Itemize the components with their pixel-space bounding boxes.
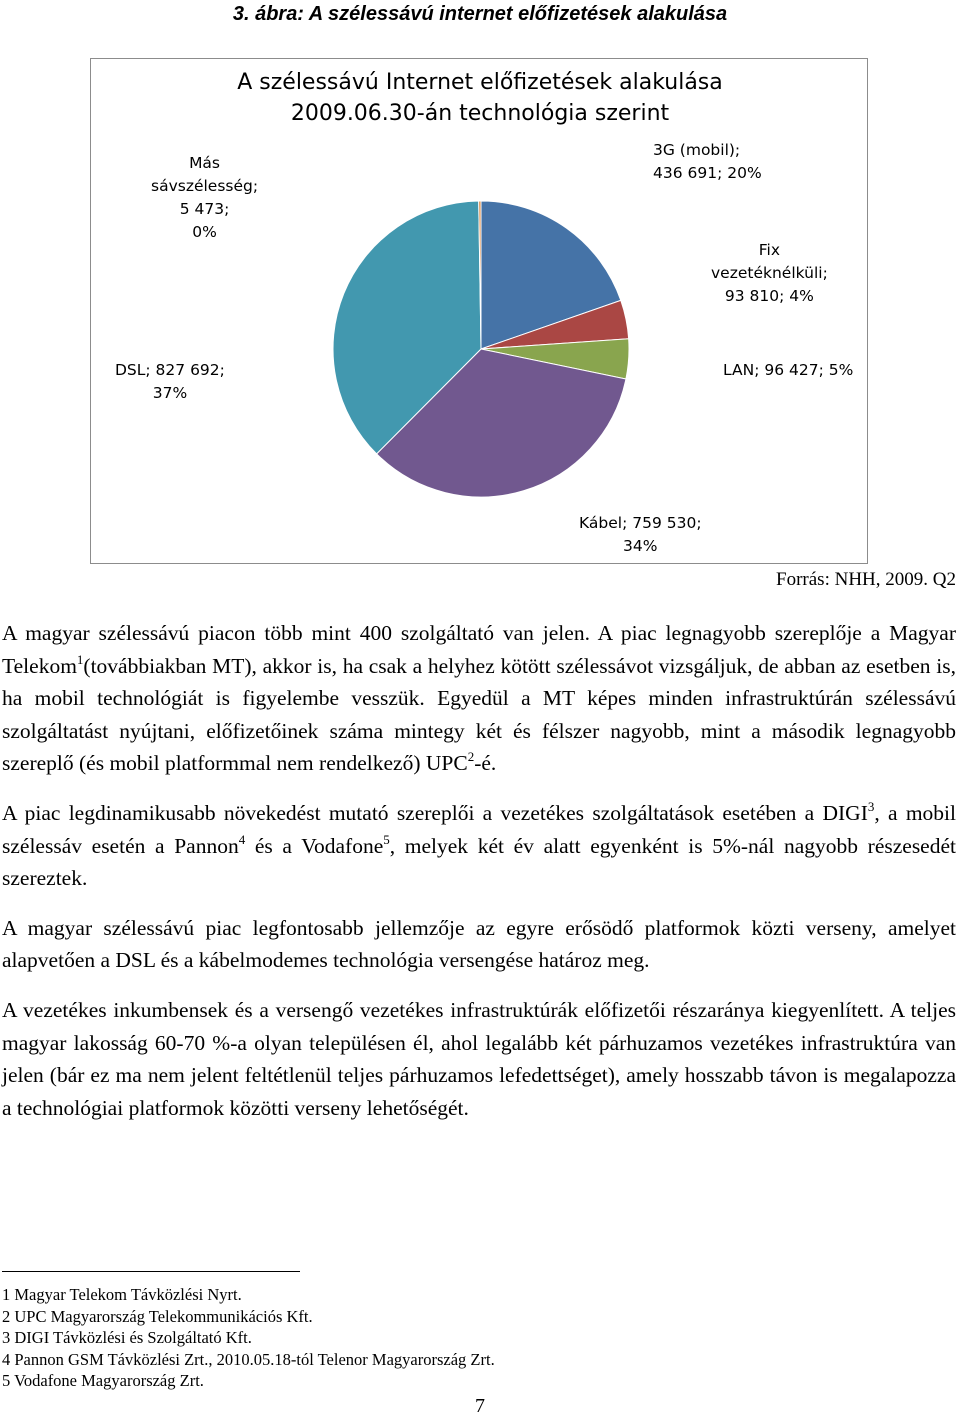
paragraph-text: , melyek két év alatt egyenként is 5%-nál nagyobb részesedét szereztek. bbox=[2, 833, 956, 891]
pie-chart bbox=[90, 58, 868, 564]
paragraph-text: A magyar szélessávú piac legfontosabb jellemzője az egyre erősödő platformok közti verseny, amelyet alapvetően a DSL és a kábelmodemes technológia versengése határoz meg. bbox=[2, 915, 956, 973]
footnote-3: 3 DIGI Távközlési és Szolgáltató Kft. bbox=[2, 1328, 252, 1348]
pie-chart-plot bbox=[91, 59, 867, 563]
paragraph bbox=[2, 994, 956, 1124]
slice-label-dsl: DSL; 827 692; 37% bbox=[115, 361, 225, 402]
paragraph-text: -é. bbox=[474, 751, 497, 776]
paragraph-text: és a Vodafone bbox=[245, 833, 384, 858]
paragraph-text: , a mobil szélessáv esetén a Pannon bbox=[2, 800, 956, 858]
slice-label-fix-wireless: Fix vezetéknélküli; 93 810; 4% bbox=[711, 241, 828, 305]
footnote-ref: 4 bbox=[238, 831, 246, 847]
paragraph bbox=[2, 617, 956, 780]
paragraph-text: (továbbiakban MT), akkor is, ha csak a helyhez kötött szélessávot vizsgáljuk, de abban az esetben is, ha mobil technológiát is figyelembe vesszük. Egyedül a MT képes minden infrastruktúrán szélessávú szolgáltatást nyújtani, előfizetőinek száma mintegy két és félszer nagyobb, mint a második legnagyobb szereplő (és mobil platformmal nem rendelkező) UPC bbox=[2, 653, 956, 776]
footnote-4: 4 Pannon GSM Távközlési Zrt., 2010.05.18-tól Telenor Magyarország Zrt. bbox=[2, 1349, 495, 1369]
chart-title-line-1: A szélessávú Internet előfizetések alakulása bbox=[237, 70, 723, 95]
footnote-2: 2 UPC Magyarország Telekommunikációs Kft. bbox=[2, 1306, 313, 1326]
page-number: 7 bbox=[475, 1395, 485, 1417]
slice-label-cable: Kábel; 759 530; 34% bbox=[579, 514, 702, 555]
footnote-ref: 5 bbox=[383, 831, 390, 847]
slice-label-lan: LAN; 96 427; 5% bbox=[723, 361, 854, 379]
footnote-1: 1 Magyar Telekom Távközlési Nyrt. bbox=[2, 1285, 242, 1304]
footnote-ref: 2 bbox=[467, 749, 475, 765]
slice-label-3g: 3G (mobil); 436 691; 20% bbox=[653, 141, 762, 182]
paragraph bbox=[2, 912, 956, 977]
paragraph-text: A vezetékes inkumbensek és a versengő vezetékes infrastruktúrák előfizetői részaránya kiegyenlített. A teljes magyar lakosság 60-70 %-a olyan településen él, ahol legalább két párhuzamos vezetékes infrastruktúra van jelen (bár ez ma nem jelent feltétlenül teljes párhuzamos lefedettséget), amely hosszabb távon is megalapozza a technológiai platformok közötti verseny lehetőségét. bbox=[2, 997, 956, 1120]
paragraph bbox=[2, 797, 956, 895]
footnote-5: 5 Vodafone Magyarország Zrt. bbox=[2, 1371, 204, 1391]
slice-label-other: Más sávszélesség; 5 473; 0% bbox=[151, 154, 259, 241]
footnote-ref: 1 bbox=[76, 651, 84, 667]
paragraph-text: A magyar szélessávú piacon több mint 400 szolgáltató van jelen. A piac legnagyobb szereplője a Magyar Telekom bbox=[2, 621, 956, 678]
footnote-ref: 3 bbox=[867, 798, 875, 814]
body-text bbox=[2, 617, 956, 1141]
figure-source: Forrás: NHH, 2009. Q2 bbox=[776, 569, 956, 590]
footnote-separator bbox=[2, 1271, 300, 1272]
chart-title-line-2: 2009.06.30-án technológia szerint bbox=[290, 101, 670, 126]
figure-caption: 3. ábra: A szélessávú internet előfizetések alakulása bbox=[232, 3, 728, 25]
paragraph-text: A piac legdinamikusabb növekedést mutató szereplői a vezetékes szolgáltatások esetében a DIGI bbox=[2, 800, 868, 825]
footnotes bbox=[2, 1284, 495, 1392]
